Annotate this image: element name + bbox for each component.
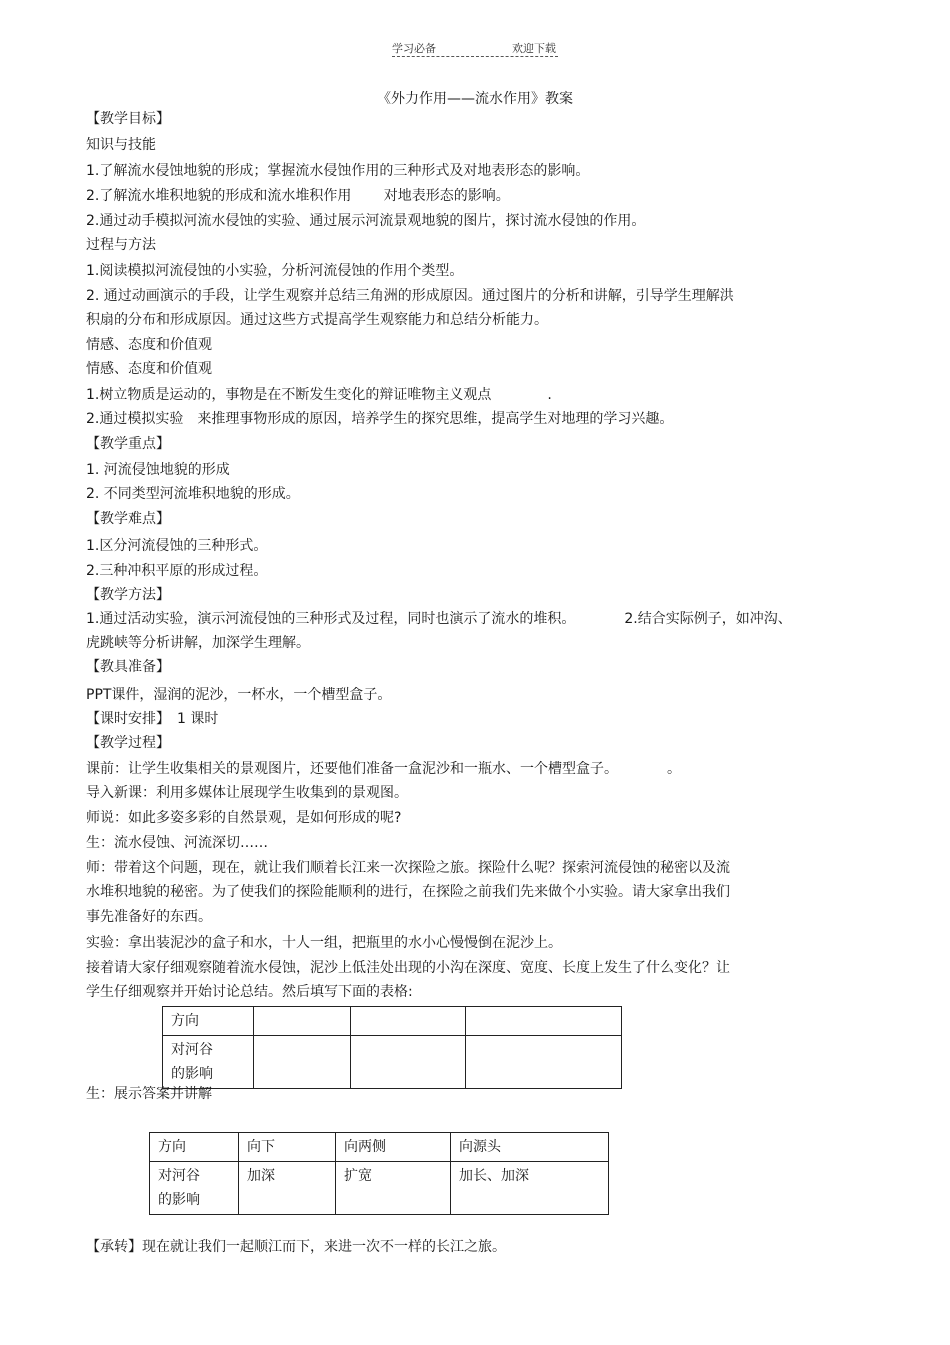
text-line: 2. 不同类型河流堆积地貌的形成。 xyxy=(86,486,300,502)
table-cell: 向两侧 xyxy=(336,1133,451,1162)
text-line: 师：带着这个问题，现在，就让我们顺着长江来一次探险之旅。探险什么呢？探索河流侵蚀的秘密以及流 xyxy=(86,860,730,876)
page-title: 《外力作用——流水作用》教案 xyxy=(377,91,573,107)
text-line: 情感、态度和价值观 xyxy=(86,337,212,353)
text-line: 接着请大家仔细观察随着流水侵蚀，泥沙上低洼处出现的小沟在深度、宽度、长度上发生了什么变化？让 xyxy=(86,960,730,976)
table-cell: 方向 xyxy=(163,1007,254,1036)
text-line: 【教学重点】 xyxy=(86,436,170,452)
text-line: 导入新课：利用多媒体让展现学生收集到的景观图。 xyxy=(86,785,408,801)
valley-table-blank xyxy=(162,1006,622,1089)
text-line: 2. 通过动画演示的手段，让学生观察并总结三角洲的形成原因。通过图片的分析和讲解，引导学生理解洪 xyxy=(86,288,734,304)
table-cell: 向下 xyxy=(239,1133,336,1162)
text-line: 生：流水侵蚀、河流深切…… xyxy=(86,835,268,851)
text-line: 学生仔细观察并开始讨论总结。然后填写下面的表格: xyxy=(86,984,413,1000)
table-cell: 向源头 xyxy=(451,1133,609,1162)
text-line: 【教具准备】 xyxy=(86,659,170,675)
text-line: 情感、态度和价值观 xyxy=(86,361,212,377)
table-cell xyxy=(254,1007,351,1036)
text-line: 1.通过活动实验，演示河流侵蚀的三种形式及过程，同时也演示了流水的堆积。 2.结合实际例子，如冲沟、 xyxy=(86,611,792,627)
table-cell: 扩宽 xyxy=(336,1162,451,1215)
header-divider xyxy=(392,56,558,57)
header-left: 学习必备 xyxy=(392,42,436,55)
text-line: 积扇的分布和形成原因。通过这些方式提高学生观察能力和总结分析能力。 xyxy=(86,312,548,328)
text-line: 【教学过程】 xyxy=(86,735,170,751)
text-line: 事先准备好的东西。 xyxy=(86,909,212,925)
table-cell xyxy=(466,1036,622,1089)
table-cell xyxy=(351,1007,466,1036)
text-line: 2.通过动手模拟河流水侵蚀的实验、通过展示河流景观地貌的图片，探讨流水侵蚀的作用。 xyxy=(86,213,646,229)
text-line: 【教学难点】 xyxy=(86,511,170,527)
table-row xyxy=(163,1036,622,1089)
table-cell: 对河谷 的影响 xyxy=(150,1162,239,1215)
table-row xyxy=(150,1133,609,1162)
table-cell: 对河谷 的影响 xyxy=(163,1036,254,1089)
text-line: 【教学目标】 xyxy=(86,111,170,127)
text-line: 课前：让学生收集相关的景观图片，还要他们准备一盒泥沙和一瓶水、一个槽型盒子。 。 xyxy=(86,761,681,777)
text-line: 【课时安排】 1 课时 xyxy=(86,711,219,727)
text-line: 1.阅读模拟河流侵蚀的小实验，分析河流侵蚀的作用个类型。 xyxy=(86,263,464,279)
table-row xyxy=(163,1007,622,1036)
text-line: 1. 河流侵蚀地貌的形成 xyxy=(86,462,230,478)
text-line: 2.了解流水堆积地貌的形成和流水堆积作用 对地表形态的影响。 xyxy=(86,188,510,204)
text-line: 【承转】现在就让我们一起顺江而下，来进一次不一样的长江之旅。 xyxy=(86,1239,506,1255)
valley-table-answer xyxy=(149,1132,609,1215)
text-line: 1.树立物质是运动的，事物是在不断发生变化的辩证唯物主义观点 . xyxy=(86,387,552,403)
text-line: 生：展示答案并讲解 xyxy=(86,1086,212,1102)
table-cell: 加深 xyxy=(239,1162,336,1215)
header-right: 欢迎下载 xyxy=(512,42,556,55)
table-cell xyxy=(254,1036,351,1089)
text-line: 2.三种冲积平原的形成过程。 xyxy=(86,563,268,579)
text-line: 1.了解流水侵蚀地貌的形成；掌握流水侵蚀作用的三种形式及对地表形态的影响。 xyxy=(86,163,590,179)
table-cell: 加长、加深 xyxy=(451,1162,609,1215)
text-line: 2.通过模拟实验 来推理事物形成的原因，培养学生的探究思维，提高学生对地理的学习兴趣。 xyxy=(86,411,674,427)
text-line: 虎跳峡等分析讲解，加深学生理解。 xyxy=(86,635,310,651)
text-line: 过程与方法 xyxy=(86,237,156,253)
table-cell: 方向 xyxy=(150,1133,239,1162)
table-cell xyxy=(466,1007,622,1036)
text-line: PPT课件，湿润的泥沙，一杯水，一个槽型盒子。 xyxy=(86,687,392,703)
text-line: 师说：如此多姿多彩的自然景观，是如何形成的呢? xyxy=(86,810,402,826)
text-line: 1.区分河流侵蚀的三种形式。 xyxy=(86,538,268,554)
text-line: 水堆积地貌的秘密。为了使我们的探险能顺利的进行，在探险之前我们先来做个小实验。请大家拿出我们 xyxy=(86,884,730,900)
text-line: 实验：拿出装泥沙的盒子和水，十人一组，把瓶里的水小心慢慢倒在泥沙上。 xyxy=(86,935,562,951)
table-row xyxy=(150,1162,609,1215)
table-cell xyxy=(351,1036,466,1089)
text-line: 【教学方法】 xyxy=(86,587,170,603)
text-line: 知识与技能 xyxy=(86,137,156,153)
